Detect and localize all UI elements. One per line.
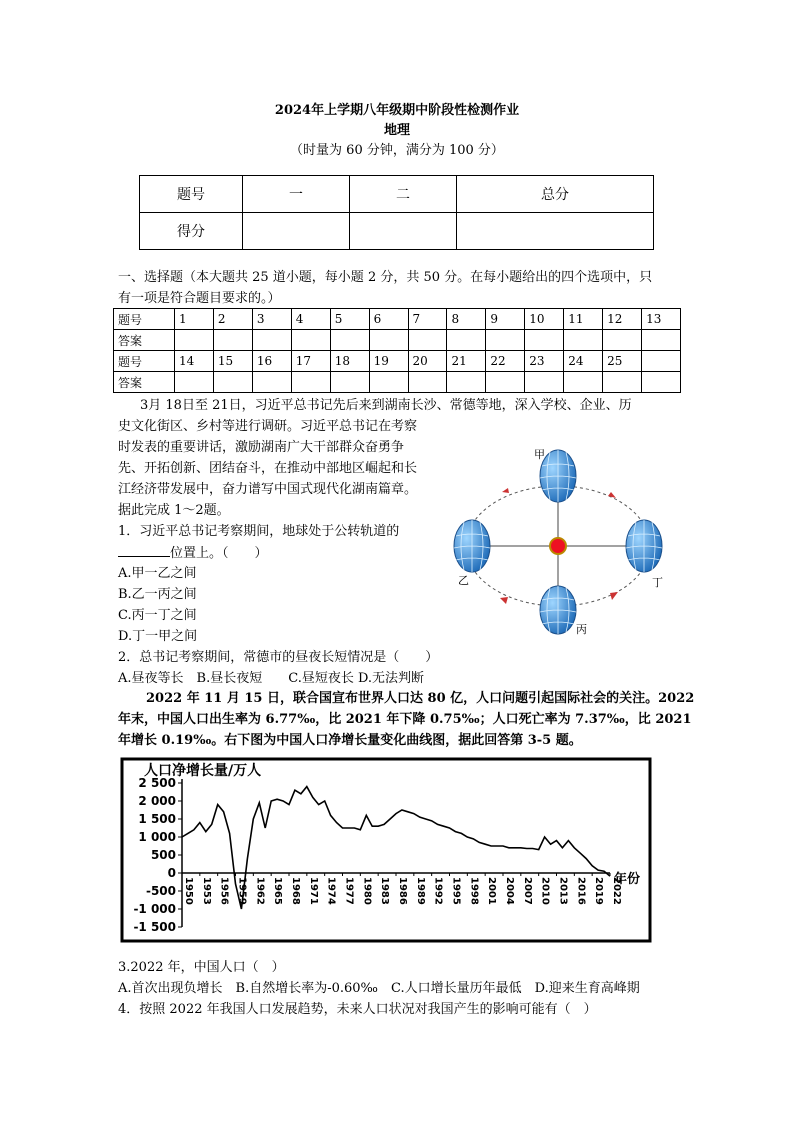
x-tick-label: 2013 [557, 877, 569, 905]
score-header-cell: 二 [350, 176, 457, 213]
answer-cell[interactable] [213, 372, 252, 393]
section-line: 一、选择题（本大题共 25 道小题，每小题 2 分，共 50 分。在每小题给出的四个选项中，只 [118, 270, 653, 285]
passage-line: 3月 18日至 21日，习近平总书记先后来到湖南长沙、常德等地，深入学校、企业、历 [140, 398, 632, 413]
y-tick-label: -500 [145, 884, 176, 898]
x-tick-label: 1962 [254, 877, 266, 905]
x-tick-label: 1950 [183, 877, 194, 905]
answer-row-label: 答案 [114, 330, 175, 351]
answer-row-label: 答案 [114, 372, 175, 393]
x-tick-label: 2019 [593, 877, 605, 905]
earth-globe-bottom [540, 586, 576, 634]
x-tick-label: 2010 [539, 877, 551, 905]
question-number-cell: 13 [642, 309, 681, 330]
question-number-cell: 16 [252, 351, 291, 372]
answer-cell[interactable] [525, 372, 564, 393]
answer-cell[interactable] [486, 372, 525, 393]
answer-cell[interactable] [603, 372, 642, 393]
question-number-row [114, 309, 681, 330]
x-tick-label: 2001 [486, 877, 498, 905]
answer-cell[interactable] [330, 372, 369, 393]
passage-line: 年末，中国人口出生率为 6.77‰，比 2021 年下降 0.75‰；人口死亡率为 7.37‰，比 2021 [118, 712, 692, 727]
score-cell[interactable] [350, 213, 457, 250]
question-2-stem: 2．总书记考察期间，常德市的昼夜长短情况是（ ） [118, 650, 439, 665]
x-tick-label: 1977 [343, 877, 355, 905]
answer-cell[interactable] [447, 330, 486, 351]
score-header-cell: 总分 [457, 176, 654, 213]
x-tick-label: 1983 [379, 877, 391, 905]
chart-frame [122, 759, 650, 941]
passage-line: 年增长 0.19‰。右下图为中国人口净增长量变化曲线图，据此回答第 3-5 题。 [118, 733, 582, 748]
score-row-label: 得分 [140, 213, 243, 250]
x-tick-label: 1995 [450, 877, 462, 905]
time-note: （时量为 60 分钟，满分为 100 分） [290, 143, 504, 158]
x-tick-label: 1968 [290, 877, 301, 905]
section-one-instructions [118, 267, 678, 309]
option-d[interactable]: D.丁一甲之间 [118, 629, 198, 644]
earth-globe-top [540, 450, 576, 502]
y-tick-label: 1 500 [138, 812, 176, 826]
question-number-cell: 20 [408, 351, 447, 372]
passage-line: 时发表的重要讲话，激励湖南广大干部群众奋勇争 [118, 440, 405, 455]
question-number-row [114, 351, 681, 372]
x-tick-label: 1992 [432, 877, 444, 905]
option-a[interactable]: A.甲一乙之间 [118, 566, 197, 581]
x-tick-label: 2016 [575, 877, 587, 905]
question-number-cell [642, 351, 681, 372]
y-tick-label: 0 [167, 866, 176, 880]
question-row-label: 题号 [114, 351, 175, 372]
x-tick-label: 1965 [272, 877, 284, 905]
answer-cell[interactable] [408, 330, 447, 351]
answer-cell[interactable] [291, 372, 330, 393]
answer-cell[interactable] [330, 330, 369, 351]
answer-grid [113, 308, 681, 393]
question-number-cell: 8 [447, 309, 486, 330]
question-2-options[interactable]: A.昼夜等长 B.昼长夜短 C.昼短夜长 D.无法判断 [118, 671, 425, 686]
earth-globe-left [454, 520, 490, 572]
sun-icon [550, 538, 566, 554]
score-table [139, 175, 654, 250]
chart-title: 人口净增长量/万人 [144, 763, 262, 779]
question-number-cell: 12 [603, 309, 642, 330]
answer-cell[interactable] [291, 330, 330, 351]
earth-orbit-diagram [446, 440, 686, 640]
question-number-cell: 4 [291, 309, 330, 330]
question-number-cell: 21 [447, 351, 486, 372]
passage-line: 2022 年 11 月 15 日，联合国宣布世界人口达 80 亿，人口问题引起国际社会的关注。2022 [146, 691, 695, 706]
question-number-cell: 22 [486, 351, 525, 372]
orbit-arrow [610, 592, 618, 600]
answer-row [114, 330, 681, 351]
question-number-cell: 9 [486, 309, 525, 330]
y-tick-label: 500 [150, 848, 176, 862]
answer-cell[interactable] [564, 372, 603, 393]
x-tick-label: 1971 [307, 877, 319, 905]
question-number-cell: 11 [564, 309, 603, 330]
answer-row [114, 372, 681, 393]
x-tick-label: 1974 [325, 877, 337, 905]
question-number-cell: 6 [369, 309, 408, 330]
x-tick-label: 1980 [361, 877, 373, 905]
x-tick-label: 1959 [236, 877, 248, 905]
orbit-label-right: 丁 [652, 576, 663, 589]
answer-cell[interactable] [642, 372, 681, 393]
y-tick-label: 1 000 [138, 830, 176, 844]
question-number-cell: 7 [408, 309, 447, 330]
question-number-cell: 24 [564, 351, 603, 372]
x-tick-label: 1989 [414, 877, 426, 905]
answer-cell[interactable] [369, 330, 408, 351]
answer-cell[interactable] [486, 330, 525, 351]
earth-globe-right [626, 520, 662, 572]
subject-title: 地理 [383, 123, 410, 138]
question-row-label: 题号 [114, 309, 175, 330]
orbit-label-left: 乙 [458, 574, 469, 587]
answer-cell[interactable] [642, 330, 681, 351]
x-tick-label: 1986 [397, 877, 408, 905]
x-axis-label: 年份 [614, 872, 641, 887]
orbit-arrow [502, 488, 509, 493]
y-tick-label: -1 000 [133, 902, 176, 916]
y-tick-label: 2 500 [138, 776, 176, 790]
question-1-stem-text: 位置上。（ ） [170, 546, 268, 561]
question-number-cell: 1 [175, 309, 214, 330]
score-cell[interactable] [457, 213, 654, 250]
x-tick-label: 1953 [200, 877, 212, 905]
answer-blank[interactable] [118, 542, 170, 557]
orbit-label-top: 甲 [534, 448, 545, 461]
answer-cell[interactable] [447, 372, 486, 393]
option-b[interactable]: B.乙一丙之间 [118, 587, 197, 602]
question-number-cell: 18 [330, 351, 369, 372]
answer-cell[interactable] [175, 372, 214, 393]
x-tick-label: 2007 [521, 877, 533, 905]
answer-cell[interactable] [252, 330, 291, 351]
answer-cell[interactable] [175, 330, 214, 351]
x-tick-label: 2022 [611, 877, 622, 905]
passage-line: 史文化街区、乡村等进行调研。习近平总书记在考察 [118, 419, 418, 434]
answer-cell[interactable] [525, 330, 564, 351]
passage-line: 先、开拓创新、团结奋斗，在推动中部地区崛起和长 [118, 461, 418, 476]
question-3-options[interactable]: A.首次出现负增长 B.自然增长率为-0.60‰ C.人口增长量历年最低 D.迎来生育高峰期 [118, 981, 640, 996]
orbit-arrow [500, 597, 508, 604]
x-tick-label: 1998 [468, 877, 480, 905]
score-cell[interactable] [243, 213, 350, 250]
answer-cell[interactable] [408, 372, 447, 393]
section-line: 有一项是符合题目要求的。） [118, 291, 281, 306]
answer-cell[interactable] [564, 330, 603, 351]
question-3-stem: 3.2022 年，中国人口（ ） [118, 960, 285, 975]
exam-title: 2024年上学期八年级期中阶段性检测作业 [274, 103, 520, 118]
question-number-cell: 14 [175, 351, 214, 372]
question-number-cell: 2 [213, 309, 252, 330]
answer-cell[interactable] [369, 372, 408, 393]
question-number-cell: 3 [252, 309, 291, 330]
score-table-header-row [140, 176, 654, 213]
y-tick-label: 2 000 [138, 794, 176, 808]
x-tick-label: 2004 [504, 877, 515, 905]
y-tick-label: -1 500 [133, 920, 176, 934]
question-number-cell: 17 [291, 351, 330, 372]
question-1-stem: 1．习近平总书记考察期间，地球处于公转轨道的 [118, 524, 400, 539]
question-4-stem: 4．按照 2022 年我国人口发展趋势，未来人口状况对我国产生的影响可能有（ ） [118, 1002, 597, 1017]
score-header-cell: 一 [243, 176, 350, 213]
answer-cell[interactable] [252, 372, 291, 393]
score-table-row [140, 213, 654, 250]
question-number-cell: 25 [603, 351, 642, 372]
x-tick-label: 1956 [218, 877, 230, 905]
population-chart [120, 757, 652, 943]
question-number-cell: 5 [330, 309, 369, 330]
question-number-cell: 10 [525, 309, 564, 330]
question-number-cell: 23 [525, 351, 564, 372]
passage-line: 据此完成 1～2题。 [118, 503, 230, 518]
orbit-label-bottom: 丙 [576, 623, 587, 636]
score-header-cell: 题号 [140, 176, 243, 213]
option-c[interactable]: C.丙一丁之间 [118, 608, 197, 623]
question-number-cell: 15 [213, 351, 252, 372]
answer-cell[interactable] [603, 330, 642, 351]
passage-line: 江经济带发展中，奋力谱写中国式现代化湖南篇章。 [118, 482, 418, 497]
question-number-cell: 19 [369, 351, 408, 372]
answer-cell[interactable] [213, 330, 252, 351]
question-1-stem-line2 [118, 542, 268, 564]
